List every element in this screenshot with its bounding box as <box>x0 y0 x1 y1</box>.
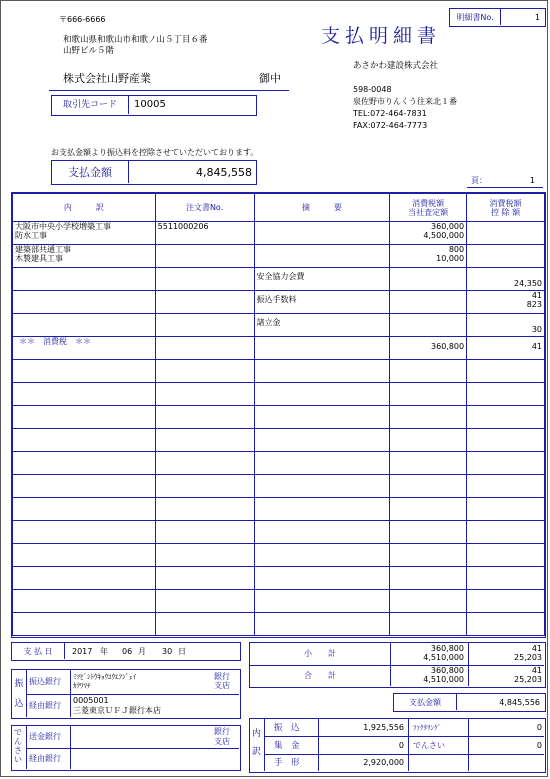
header-tax-deduct: 消費税額 控 除 額 <box>467 194 545 222</box>
transfer-amount: 1,925,556 <box>363 723 404 732</box>
densai-via-label: 経由銀行 <box>29 754 61 763</box>
table-row <box>13 429 545 452</box>
densai-bank-label: 送金銀行 <box>29 732 61 741</box>
address-line-2: 山野ビル５階 <box>63 46 115 56</box>
densai-label: でんさい <box>413 741 445 750</box>
branch-suffix: 支店 <box>214 681 230 690</box>
row-summary: 諸立金 <box>254 314 390 337</box>
row-amount: 800 10,000 <box>390 245 467 268</box>
table-row <box>13 544 545 567</box>
issuer-fax: FAX:072-464-7773 <box>353 121 428 130</box>
bank-kana: ｶｸﾜﾏﾁ <box>73 682 91 690</box>
footer-pay-amount-box <box>393 693 546 712</box>
total-label: 合 計 <box>304 671 336 680</box>
table-row <box>13 291 545 314</box>
issuer-name: あさかわ建設株式会社 <box>353 61 439 71</box>
factoring-amount: 0 <box>536 723 542 732</box>
transfer-label: 振 込 <box>274 723 300 733</box>
issuer-address: 泉佐野市りんくう往来北１番 <box>353 97 457 106</box>
client-code-box <box>51 95 257 116</box>
table-header-row <box>13 194 545 222</box>
postal-code: 〒666-6666 <box>59 15 106 24</box>
address-line-1: 和歌山県和歌山市和歌ノ山５丁目６番 <box>63 35 208 45</box>
deduction-notice: お支払金額より振込料を控除させていただいております。 <box>51 148 259 157</box>
row-order: 5511000206 <box>155 222 254 245</box>
row-deduct <box>467 222 545 245</box>
recipient-name: 株式会社山野産業 <box>63 72 151 85</box>
row-summary: 安全協力会費 <box>254 268 390 291</box>
pay-year: 2017 <box>72 647 93 656</box>
via-bank-name: 三菱東京ＵＦＪ銀行本店 <box>73 706 161 715</box>
year-label: 年 <box>100 647 108 656</box>
row-amount: 360,800 <box>390 337 467 360</box>
table-row <box>13 383 545 406</box>
table-row <box>13 613 545 636</box>
densai-box <box>11 725 241 771</box>
table-row <box>13 268 545 291</box>
subtotal-amount-1: 360,800 <box>430 644 464 653</box>
table-row <box>13 498 545 521</box>
footer-pay-amount-value: 4,845,556 <box>499 698 540 707</box>
subtotal-label: 小 計 <box>304 649 336 658</box>
row-summary: 振込手数料 <box>254 291 390 314</box>
densai-bank-suffix: 銀行 <box>214 727 230 736</box>
header-item: 内 訳 <box>13 194 156 222</box>
pay-month: 06 <box>122 647 133 656</box>
day-label: 日 <box>178 647 186 656</box>
recipient-underline <box>49 90 289 91</box>
doc-number-box <box>449 8 546 27</box>
total-amount-1: 360,800 <box>430 666 464 675</box>
row-item: 大阪市中央小学校増築工事 防水工事 <box>13 222 156 245</box>
table-row <box>13 406 545 429</box>
pay-day: 30 <box>162 647 173 656</box>
factoring-label: ﾌｧｸﾀﾘﾝｸﾞ <box>413 724 441 732</box>
header-summary: 摘 要 <box>254 194 390 222</box>
pay-amount-value: 4,845,558 <box>196 166 252 179</box>
total-deduct-1: 41 <box>531 666 542 675</box>
row-summary <box>254 222 390 245</box>
table-row <box>13 590 545 613</box>
bill-amount: 2,920,000 <box>363 758 404 767</box>
densai-amount: 0 <box>536 741 542 750</box>
table-row <box>13 452 545 475</box>
transfer-side-label: 振込 <box>14 679 24 709</box>
pay-date-box <box>11 642 241 661</box>
table-row <box>13 314 545 337</box>
header-tax-amount: 消費税額 当社査定額 <box>390 194 467 222</box>
bill-label: 手 形 <box>274 758 300 768</box>
subtotal-deduct-2: 25,203 <box>514 653 542 662</box>
header-order: 注文書No. <box>155 194 254 222</box>
bank-name: ﾐﾂﾋﾞｼﾄｳｷｮｳﾕｳｴﾌｼﾞｪｲ <box>73 673 136 681</box>
collect-amount: 0 <box>398 741 404 750</box>
table-row <box>13 337 545 360</box>
row-deduct: 30 <box>467 314 545 337</box>
via-bank-code: 0005001 <box>73 696 109 705</box>
month-label: 月 <box>138 647 146 656</box>
page-label: 頁： <box>471 176 487 185</box>
detail-table <box>12 193 545 636</box>
densai-branch-suffix: 支店 <box>214 737 230 746</box>
transfer-bank-box <box>11 669 241 719</box>
table-row <box>13 475 545 498</box>
row-item: 建築部共通工事 木製建具工事 <box>13 245 156 268</box>
table-row <box>13 521 545 544</box>
subtotal-deduct-1: 41 <box>531 644 542 653</box>
page-number: 1 <box>529 176 535 185</box>
client-code-label: 取引先コード <box>62 100 117 110</box>
subtotal-amount-2: 4,510,000 <box>423 653 464 662</box>
row-deduct: 24,350 <box>467 268 545 291</box>
pay-date-label: 支 払 日 <box>23 647 53 656</box>
breakdown-box <box>249 718 546 773</box>
table-row <box>13 360 545 383</box>
via-bank-label: 経由銀行 <box>29 701 61 710</box>
doc-number-label: 明細書No. <box>456 13 494 22</box>
collect-label: 集 金 <box>274 741 300 751</box>
row-item: ＊＊ 消費税 ＊＊ <box>13 337 156 360</box>
breakdown-side-label: 内訳 <box>252 729 262 757</box>
total-deduct-2: 25,203 <box>514 675 542 684</box>
recipient-honorific: 御中 <box>259 72 281 85</box>
pay-amount-box <box>51 160 257 185</box>
totals-box <box>249 642 546 688</box>
row-amount: 360,000 4,500,000 <box>390 222 467 245</box>
row-deduct: 41 823 <box>467 291 545 314</box>
footer-pay-amount-label: 支払金額 <box>409 698 441 707</box>
client-code-value: 10005 <box>134 99 166 110</box>
pay-amount-label: 支払金額 <box>68 166 112 179</box>
document-title: 支払明細書 <box>321 25 442 47</box>
table-row <box>13 567 545 590</box>
table-row <box>13 245 545 268</box>
densai-side-label: でんさい <box>14 728 22 764</box>
bank-label: 振込銀行 <box>29 677 61 686</box>
issuer-tel: TEL:072-464-7831 <box>353 109 427 118</box>
issuer-postal: 598-0048 <box>353 85 392 94</box>
total-amount-2: 4,510,000 <box>423 675 464 684</box>
bank-suffix: 銀行 <box>214 672 230 681</box>
doc-number-value: 1 <box>534 13 540 22</box>
table-row <box>13 222 545 245</box>
row-deduct: 41 <box>467 337 545 360</box>
